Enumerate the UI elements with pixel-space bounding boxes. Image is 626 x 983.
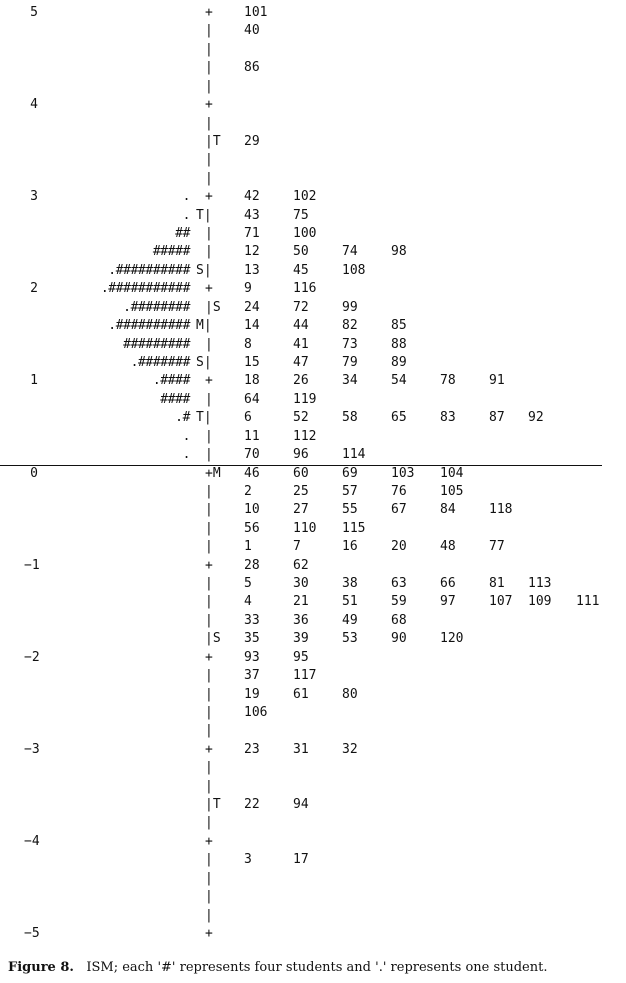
item-label: 118 bbox=[489, 502, 513, 518]
item-label: 61 bbox=[293, 686, 309, 702]
item-row bbox=[0, 484, 626, 500]
item-label: 42 bbox=[244, 189, 260, 205]
person-distribution: .# bbox=[175, 410, 190, 426]
item-label: 75 bbox=[293, 207, 309, 223]
item-label: 23 bbox=[244, 741, 260, 757]
axis-mark: |T bbox=[205, 133, 221, 149]
item-row bbox=[0, 189, 626, 205]
item-label: 101 bbox=[244, 5, 268, 20]
item-label: 117 bbox=[293, 668, 317, 684]
item-label: 82 bbox=[342, 318, 358, 334]
person-distribution: . bbox=[182, 207, 190, 223]
axis-mark: | bbox=[205, 23, 213, 39]
item-label: 29 bbox=[244, 133, 260, 149]
item-row bbox=[0, 558, 626, 574]
axis-mark: | bbox=[205, 778, 213, 794]
axis-mark: | bbox=[205, 686, 213, 702]
axis-mark: | bbox=[205, 889, 213, 905]
item-label: 91 bbox=[489, 373, 505, 389]
item-label: 92 bbox=[528, 410, 544, 426]
item-label: 95 bbox=[293, 649, 309, 665]
item-label: 85 bbox=[391, 318, 407, 334]
axis-mark: | bbox=[205, 760, 213, 776]
item-label: 3 bbox=[244, 852, 252, 868]
item-row bbox=[0, 226, 626, 242]
axis-mark: +M bbox=[205, 465, 221, 481]
person-distribution: ## bbox=[175, 226, 190, 242]
item-label: 89 bbox=[391, 354, 407, 370]
item-label: 88 bbox=[391, 336, 407, 352]
scale-tick-label: 3 bbox=[30, 189, 38, 205]
item-row bbox=[0, 539, 626, 555]
item-label: 94 bbox=[293, 797, 309, 813]
item-row bbox=[0, 613, 626, 629]
item-label: 87 bbox=[489, 410, 505, 426]
item-row bbox=[0, 355, 626, 371]
axis-mark: + bbox=[205, 373, 213, 389]
axis-mark: + bbox=[205, 189, 213, 205]
item-label: 93 bbox=[244, 649, 260, 665]
item-label: 37 bbox=[244, 668, 260, 684]
item-label: 58 bbox=[342, 410, 358, 426]
item-label: 35 bbox=[244, 631, 260, 647]
item-row bbox=[0, 429, 626, 445]
axis-mark: |T bbox=[205, 797, 221, 813]
axis-mark: | bbox=[205, 336, 213, 352]
item-label: 9 bbox=[244, 281, 252, 297]
item-label: 19 bbox=[244, 686, 260, 702]
item-label: 24 bbox=[244, 299, 260, 315]
axis-mark: | bbox=[205, 612, 213, 628]
axis-mark: | bbox=[205, 226, 213, 242]
item-label: 103 bbox=[391, 465, 415, 481]
item-label: 74 bbox=[342, 244, 358, 260]
axis-mark: | bbox=[205, 115, 213, 131]
axis-mark: | bbox=[205, 723, 213, 739]
item-label: 59 bbox=[391, 594, 407, 610]
item-label: 51 bbox=[342, 594, 358, 610]
item-label: 49 bbox=[342, 612, 358, 628]
item-label: 63 bbox=[391, 576, 407, 592]
item-row bbox=[0, 521, 626, 537]
item-row bbox=[0, 300, 626, 316]
item-label: 84 bbox=[440, 502, 456, 518]
person-distribution: .########## bbox=[108, 318, 190, 334]
item-label: 80 bbox=[342, 686, 358, 702]
item-label: 26 bbox=[293, 373, 309, 389]
axis-mark: | bbox=[205, 244, 213, 260]
item-label: 27 bbox=[293, 502, 309, 518]
item-row bbox=[0, 373, 626, 389]
axis-mark: | bbox=[205, 60, 213, 76]
axis-mark: | bbox=[205, 576, 213, 592]
scale-tick-label: 4 bbox=[30, 97, 38, 113]
axis-mark: + bbox=[205, 833, 213, 849]
item-label: 34 bbox=[342, 373, 358, 389]
item-label: 98 bbox=[391, 244, 407, 260]
item-row bbox=[0, 23, 626, 39]
item-row bbox=[0, 447, 626, 463]
axis-mark: | bbox=[205, 170, 213, 186]
axis-mark: T| bbox=[196, 207, 212, 223]
axis-mark: | bbox=[205, 668, 213, 684]
person-distribution: .########## bbox=[108, 262, 190, 278]
person-distribution: .######## bbox=[123, 299, 190, 315]
item-label: 78 bbox=[440, 373, 456, 389]
item-label: 1 bbox=[244, 539, 252, 555]
scale-tick-label: −3 bbox=[24, 741, 40, 757]
item-label: 57 bbox=[342, 483, 358, 499]
person-distribution: . bbox=[182, 447, 190, 463]
item-label: 6 bbox=[244, 410, 252, 426]
item-label: 15 bbox=[244, 354, 260, 370]
item-label: 116 bbox=[293, 281, 317, 297]
item-label: 2 bbox=[244, 483, 252, 499]
item-label: 50 bbox=[293, 244, 309, 260]
item-label: 66 bbox=[440, 576, 456, 592]
item-row bbox=[0, 281, 626, 297]
axis-mark: | bbox=[205, 502, 213, 518]
item-label: 106 bbox=[244, 704, 268, 720]
item-label: 70 bbox=[244, 447, 260, 463]
item-row bbox=[0, 742, 626, 758]
item-row bbox=[0, 594, 626, 610]
item-label: 16 bbox=[342, 539, 358, 555]
item-row bbox=[0, 263, 626, 279]
item-label: 17 bbox=[293, 852, 309, 868]
axis-mark: | bbox=[205, 152, 213, 168]
axis-mark: | bbox=[205, 41, 213, 57]
item-label: 8 bbox=[244, 336, 252, 352]
item-label: 111 bbox=[576, 594, 600, 610]
axis-mark: |S bbox=[205, 631, 221, 647]
item-label: 18 bbox=[244, 373, 260, 389]
item-label: 72 bbox=[293, 299, 309, 315]
scale-tick-label: 2 bbox=[30, 281, 38, 297]
item-label: 100 bbox=[293, 226, 317, 242]
item-label: 110 bbox=[293, 520, 317, 536]
item-label: 68 bbox=[391, 612, 407, 628]
item-label: 113 bbox=[528, 576, 552, 592]
item-label: 90 bbox=[391, 631, 407, 647]
scale-tick-label: −2 bbox=[24, 649, 40, 665]
item-label: 25 bbox=[293, 483, 309, 499]
item-row bbox=[0, 208, 626, 224]
person-distribution: .####### bbox=[130, 354, 190, 370]
item-label: 96 bbox=[293, 447, 309, 463]
person-distribution: .########### bbox=[100, 281, 190, 297]
item-row bbox=[0, 668, 626, 684]
scale-tick-label: 1 bbox=[30, 373, 38, 389]
axis-mark: | bbox=[205, 852, 213, 868]
item-label: 12 bbox=[244, 244, 260, 260]
scale-tick-label: −5 bbox=[24, 926, 40, 941]
item-label: 39 bbox=[293, 631, 309, 647]
axis-mark: | bbox=[205, 907, 213, 923]
item-label: 28 bbox=[244, 557, 260, 573]
item-label: 38 bbox=[342, 576, 358, 592]
item-label: 71 bbox=[244, 226, 260, 242]
item-row bbox=[0, 5, 626, 21]
person-distribution: ######### bbox=[123, 336, 190, 352]
item-label: 107 bbox=[489, 594, 513, 610]
item-row bbox=[0, 60, 626, 76]
item-row bbox=[0, 502, 626, 518]
axis-mark: + bbox=[205, 649, 213, 665]
axis-mark: | bbox=[205, 539, 213, 555]
item-label: 14 bbox=[244, 318, 260, 334]
item-label: 21 bbox=[293, 594, 309, 610]
item-label: 109 bbox=[528, 594, 552, 610]
zero-reference-line bbox=[0, 465, 602, 467]
item-label: 83 bbox=[440, 410, 456, 426]
axis-mark: + bbox=[205, 5, 213, 20]
axis-mark: | bbox=[205, 391, 213, 407]
item-label: 32 bbox=[342, 741, 358, 757]
axis-mark: | bbox=[205, 594, 213, 610]
item-label: 41 bbox=[293, 336, 309, 352]
axis-mark: S| bbox=[196, 354, 212, 370]
item-row bbox=[0, 650, 626, 666]
item-label: 119 bbox=[293, 391, 317, 407]
axis-mark: M| bbox=[196, 318, 212, 334]
item-label: 45 bbox=[293, 262, 309, 278]
item-label: 46 bbox=[244, 465, 260, 481]
item-label: 53 bbox=[342, 631, 358, 647]
axis-mark: + bbox=[205, 926, 213, 941]
scale-tick-label: 5 bbox=[30, 5, 38, 20]
item-label: 99 bbox=[342, 299, 358, 315]
axis-mark: |S bbox=[205, 299, 221, 315]
axis-mark: | bbox=[205, 520, 213, 536]
person-distribution: . bbox=[182, 189, 190, 205]
item-row bbox=[0, 244, 626, 260]
item-label: 4 bbox=[244, 594, 252, 610]
item-label: 40 bbox=[244, 23, 260, 39]
axis-mark: S| bbox=[196, 262, 212, 278]
person-distribution: .#### bbox=[152, 373, 190, 389]
figure-caption-text: ISM; each '#' represents four students and '.' represents one student. bbox=[86, 960, 548, 975]
item-label: 10 bbox=[244, 502, 260, 518]
item-row bbox=[0, 134, 626, 150]
item-label: 20 bbox=[391, 539, 407, 555]
axis-mark: | bbox=[205, 704, 213, 720]
axis-mark: + bbox=[205, 97, 213, 113]
item-row bbox=[0, 705, 626, 721]
item-label: 7 bbox=[293, 539, 301, 555]
item-label: 48 bbox=[440, 539, 456, 555]
item-label: 13 bbox=[244, 262, 260, 278]
figure-label: Figure 8. bbox=[8, 960, 74, 975]
item-row bbox=[0, 337, 626, 353]
item-label: 33 bbox=[244, 612, 260, 628]
item-label: 31 bbox=[293, 741, 309, 757]
item-label: 60 bbox=[293, 465, 309, 481]
axis-mark: + bbox=[205, 741, 213, 757]
item-label: 5 bbox=[244, 576, 252, 592]
figure-caption bbox=[8, 960, 618, 975]
item-label: 69 bbox=[342, 465, 358, 481]
scale-tick-label: −4 bbox=[24, 833, 40, 849]
item-label: 77 bbox=[489, 539, 505, 555]
item-label: 47 bbox=[293, 354, 309, 370]
item-label: 81 bbox=[489, 576, 505, 592]
item-row bbox=[0, 687, 626, 703]
item-label: 115 bbox=[342, 520, 366, 536]
item-label: 114 bbox=[342, 447, 366, 463]
item-label: 104 bbox=[440, 465, 464, 481]
item-row bbox=[0, 392, 626, 408]
item-label: 120 bbox=[440, 631, 464, 647]
person-distribution: . bbox=[182, 428, 190, 444]
item-label: 55 bbox=[342, 502, 358, 518]
item-label: 67 bbox=[391, 502, 407, 518]
axis-mark: + bbox=[205, 281, 213, 297]
axis-mark: | bbox=[205, 447, 213, 463]
item-label: 65 bbox=[391, 410, 407, 426]
axis-mark: + bbox=[205, 557, 213, 573]
item-row bbox=[0, 852, 626, 868]
item-row bbox=[0, 797, 626, 813]
item-label: 52 bbox=[293, 410, 309, 426]
item-label: 108 bbox=[342, 262, 366, 278]
item-row bbox=[0, 576, 626, 592]
item-label: 73 bbox=[342, 336, 358, 352]
item-label: 54 bbox=[391, 373, 407, 389]
axis-mark: | bbox=[205, 815, 213, 831]
item-label: 62 bbox=[293, 557, 309, 573]
item-label: 56 bbox=[244, 520, 260, 536]
item-label: 44 bbox=[293, 318, 309, 334]
item-label: 22 bbox=[244, 797, 260, 813]
item-row bbox=[0, 631, 626, 647]
item-label: 112 bbox=[293, 428, 317, 444]
item-label: 105 bbox=[440, 483, 464, 499]
item-label: 36 bbox=[293, 612, 309, 628]
item-label: 30 bbox=[293, 576, 309, 592]
item-label: 79 bbox=[342, 354, 358, 370]
axis-mark: | bbox=[205, 428, 213, 444]
item-label: 97 bbox=[440, 594, 456, 610]
item-row bbox=[0, 466, 626, 482]
axis-mark: | bbox=[205, 78, 213, 94]
item-label: 11 bbox=[244, 428, 260, 444]
item-label: 86 bbox=[244, 60, 260, 76]
item-row bbox=[0, 318, 626, 334]
scale-tick-label: 0 bbox=[30, 465, 38, 481]
axis-mark: | bbox=[205, 870, 213, 886]
item-label: 64 bbox=[244, 391, 260, 407]
axis-mark: T| bbox=[196, 410, 212, 426]
item-row bbox=[0, 410, 626, 426]
person-distribution: #### bbox=[160, 391, 190, 407]
item-label: 102 bbox=[293, 189, 317, 205]
scale-tick-label: −1 bbox=[24, 557, 40, 573]
item-label: 76 bbox=[391, 483, 407, 499]
axis-mark: | bbox=[205, 483, 213, 499]
person-distribution: ##### bbox=[152, 244, 190, 260]
item-label: 43 bbox=[244, 207, 260, 223]
